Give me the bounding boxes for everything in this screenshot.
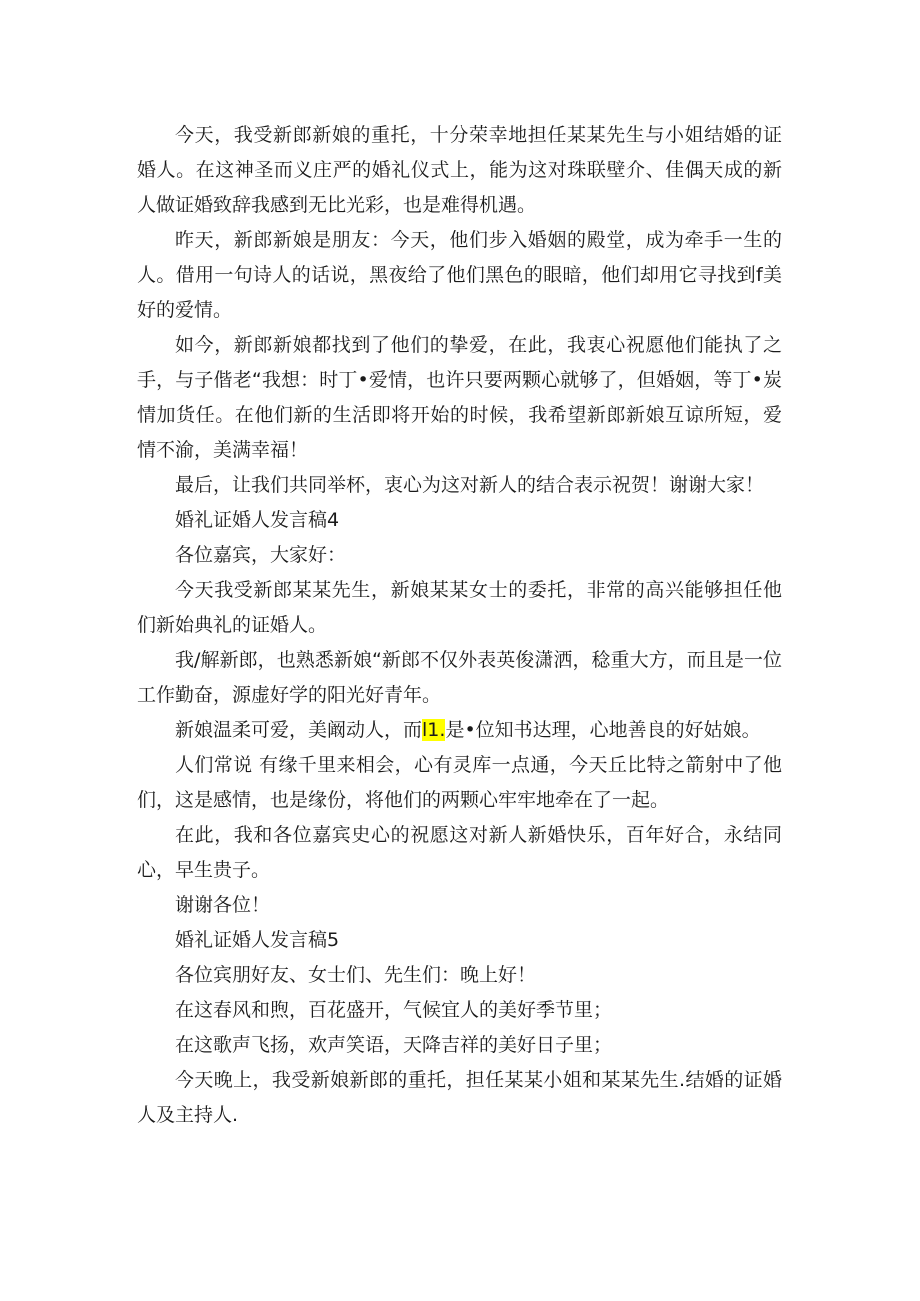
paragraph: 在这春风和煦，百花盛开，气候宜人的美好季节里； bbox=[175, 999, 613, 1021]
greeting: 各位嘉宾，大家好： bbox=[175, 544, 347, 566]
document-body bbox=[137, 118, 782, 1133]
paragraph: 如今，新郎新娘都找到了他们的挚爱，在此，我衷心祝愿他们能执了之手，与子偕老“我想：时丁•爱情，也许只要两颗心就够了，但婚姻，等丁•炭情加货任。在他们新的生活即将开始的时候，我希望新郎新娘互谅所短，爱情不渝，美满幸福！ bbox=[137, 334, 782, 461]
closing: 谢谢各位！ bbox=[175, 894, 271, 916]
paragraph: 在此，我和各位嘉宾史心的祝愿这对新人新婚快乐，百年好合，永结同心，早生贵子。 bbox=[137, 824, 782, 881]
paragraph: 我/解新郎，也熟悉新娘“新郎不仅外表英俊潇洒，稔重大方，而且是一位工作勤奋，源虚好学的阳光好青年。 bbox=[137, 649, 782, 706]
section-heading: 婚礼证婚人发言稿5 bbox=[175, 929, 340, 951]
paragraph: 今天晚上，我受新娘新郎的重托，担任某某小姐和某某先生.结婚的证婚人及主持人. bbox=[137, 1069, 782, 1126]
section-heading: 婚礼证婚人发言稿4 bbox=[175, 509, 340, 531]
paragraph: 昨天，新郎新娘是朋友：今天，他们步入婚姻的殿堂，成为牵手一生的人。借用一句诗人的话说，黑夜给了他们黑色的眼暗，他们却用它寻找到f美好的爱情。 bbox=[137, 229, 782, 321]
paragraph: 今天，我受新郎新娘的重托，十分荣幸地担任某某先生与小姐结婚的证婚人。在这神圣而义庄严的婚礼仪式上，能为这对珠联壁介、佳偶天成的新人做证婚致辞我感到无比光彩，也是难得机遇。 bbox=[137, 124, 782, 216]
paragraph: 人们常说 有缘千里来相会，心有灵库一点通，今天丘比特之箭射中了他们，这是感情，也是缘份，将他们的两颗心牢牢地牵在了一起。 bbox=[137, 754, 782, 811]
greeting: 各位宾朋好友、女士们、先生们：晚上好！ bbox=[175, 964, 537, 986]
highlighted-text: l1. bbox=[422, 719, 446, 741]
paragraph: 今天我受新郎某某先生，新娘某某女士的委托，非常的高兴能够担任他们新始典礼的证婚人。 bbox=[137, 579, 782, 636]
text-segment: 新娘温柔可爱，美阚动人，而 bbox=[175, 719, 423, 741]
text-segment: 是•位知书达理，心地善良的好姑娘。 bbox=[445, 719, 761, 741]
paragraph: 在这歌声飞扬，欢声笑语，天降吉祥的美好日子里； bbox=[175, 1034, 613, 1056]
paragraph: 最后，让我们共同举杯，衷心为这对新人的结合表示祝贺！谢谢大家！ bbox=[175, 474, 765, 496]
paragraph-with-highlight bbox=[137, 713, 782, 748]
